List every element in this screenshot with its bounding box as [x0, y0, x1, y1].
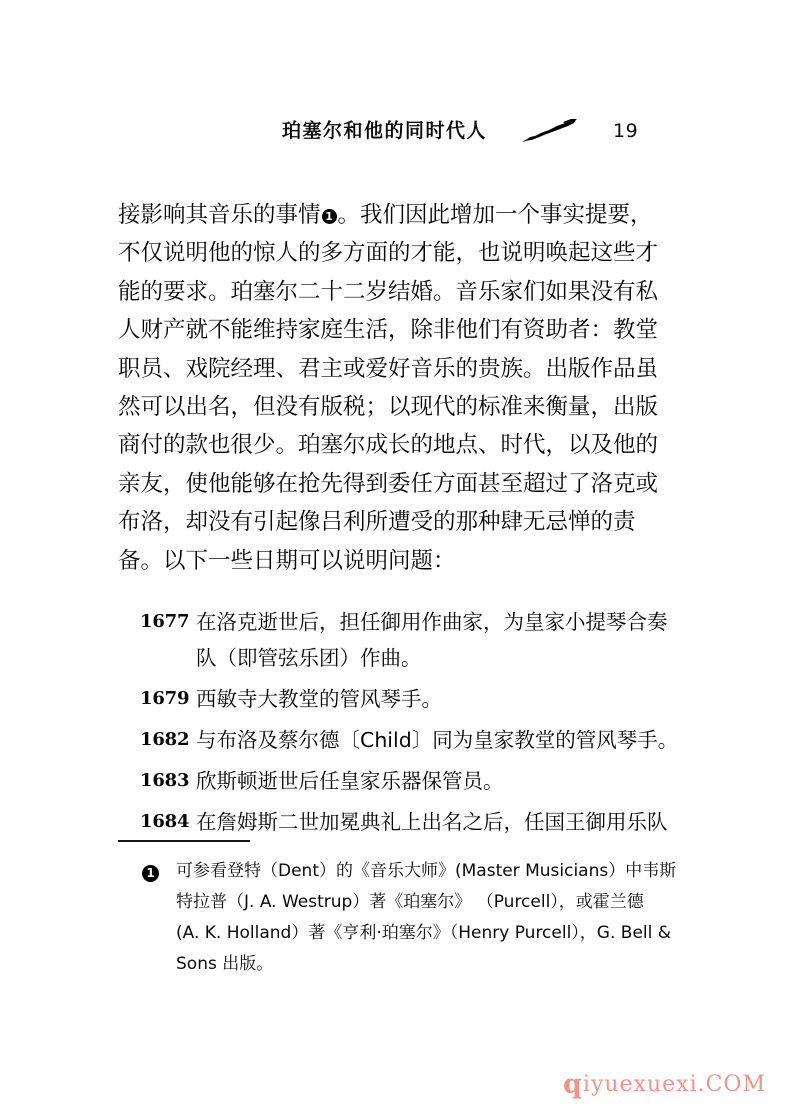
list-item-line: 队（即管弦乐团）作曲。 — [196, 646, 422, 670]
list-item — [140, 722, 686, 758]
footnote-separator-rule — [118, 840, 250, 842]
footnote-line: 可参看登特（Dent）的《音乐大师》(Master Musicians）中韦斯 — [176, 861, 677, 881]
body-line: 职员、戏院经理、君主或爱好音乐的贵族。出版作品虽 — [118, 355, 659, 382]
body-line: 亲友，使他能够在抢先得到委任方面甚至超过了洛克或 — [118, 470, 659, 497]
site-watermark — [563, 1071, 766, 1098]
body-line-tail: 。我们因此增加一个事实提要， — [337, 202, 653, 228]
list-item-line: 在詹姆斯二世加冕典礼上出名之后，任国王御用乐队 — [196, 810, 668, 834]
body-line: 备。以下一些日期可以说明问题： — [118, 547, 456, 574]
list-item-line: 与布洛及蔡尔德〔Child〕同为皇家教堂的管风琴手。 — [196, 728, 679, 752]
body-line-text: 接影响其音乐的事情 — [118, 202, 321, 228]
footnote-line: Sons 出版。 — [176, 954, 274, 974]
body-line: 能的要求。珀塞尔二十二岁结婚。音乐家们如果没有私 — [118, 278, 659, 305]
watermark-rest-text: iyuexuexi.COM — [582, 1072, 766, 1097]
body-line: 商付的款也很少。珀塞尔成长的地点、时代，以及他的 — [118, 432, 659, 459]
footnote-text — [176, 856, 687, 980]
footnote-reference-icon[interactable]: 1 — [322, 209, 337, 224]
body-paragraph — [118, 196, 684, 580]
list-item-year: 1682 — [140, 729, 190, 750]
list-item-text — [196, 763, 686, 799]
list-item — [140, 804, 686, 840]
footnote-number-icon: 1 — [142, 865, 159, 882]
footnote-line: 特拉普（J. A. Westrup）著《珀塞尔》 （Purcell），或霍兰德 — [176, 892, 644, 912]
body-line — [118, 196, 684, 234]
list-item — [140, 763, 686, 799]
list-item-text — [196, 722, 686, 758]
page-number: 19 — [613, 120, 639, 142]
chronology-list — [140, 604, 686, 845]
body-line: 然可以出名，但没有版税；以现代的标准来衡量，出版 — [118, 393, 659, 420]
running-header-title: 珀塞尔和他的同时代人 — [282, 119, 488, 142]
list-item-year: 1679 — [140, 688, 190, 709]
list-item-text — [196, 804, 686, 840]
list-item-year: 1683 — [140, 770, 190, 791]
list-item-line: 欣斯顿逝世后任皇家乐器保管员。 — [196, 769, 504, 793]
body-line: 布洛，却没有引起像吕利所遭受的那种肆无忌惮的责 — [118, 509, 636, 536]
body-line: 不仅说明他的惊人的多方面的才能，也说明唤起这些才 — [118, 240, 659, 267]
leaf-flourish-ornament — [519, 118, 581, 144]
list-item — [140, 604, 686, 676]
list-item-year: 1677 — [140, 611, 190, 632]
body-line: 人财产就不能维持家庭生活，除非他们有资助者：教堂 — [118, 317, 659, 344]
list-item-line: 西敏寺大教堂的管风琴手。 — [196, 687, 442, 711]
list-item-text — [196, 604, 686, 676]
list-item-year: 1684 — [140, 811, 190, 832]
watermark-lead-char: q — [563, 1069, 583, 1100]
list-item — [140, 681, 686, 717]
list-item-line: 在洛克逝世后，担任御用作曲家，为皇家小提琴合奏 — [196, 610, 668, 634]
footnote — [142, 856, 687, 980]
running-header — [118, 110, 680, 152]
footnote-line: (A. K. Holland）著《亨利·珀塞尔》（Henry Purcell），G. Bell & — [176, 923, 672, 943]
list-item-text — [196, 681, 686, 717]
